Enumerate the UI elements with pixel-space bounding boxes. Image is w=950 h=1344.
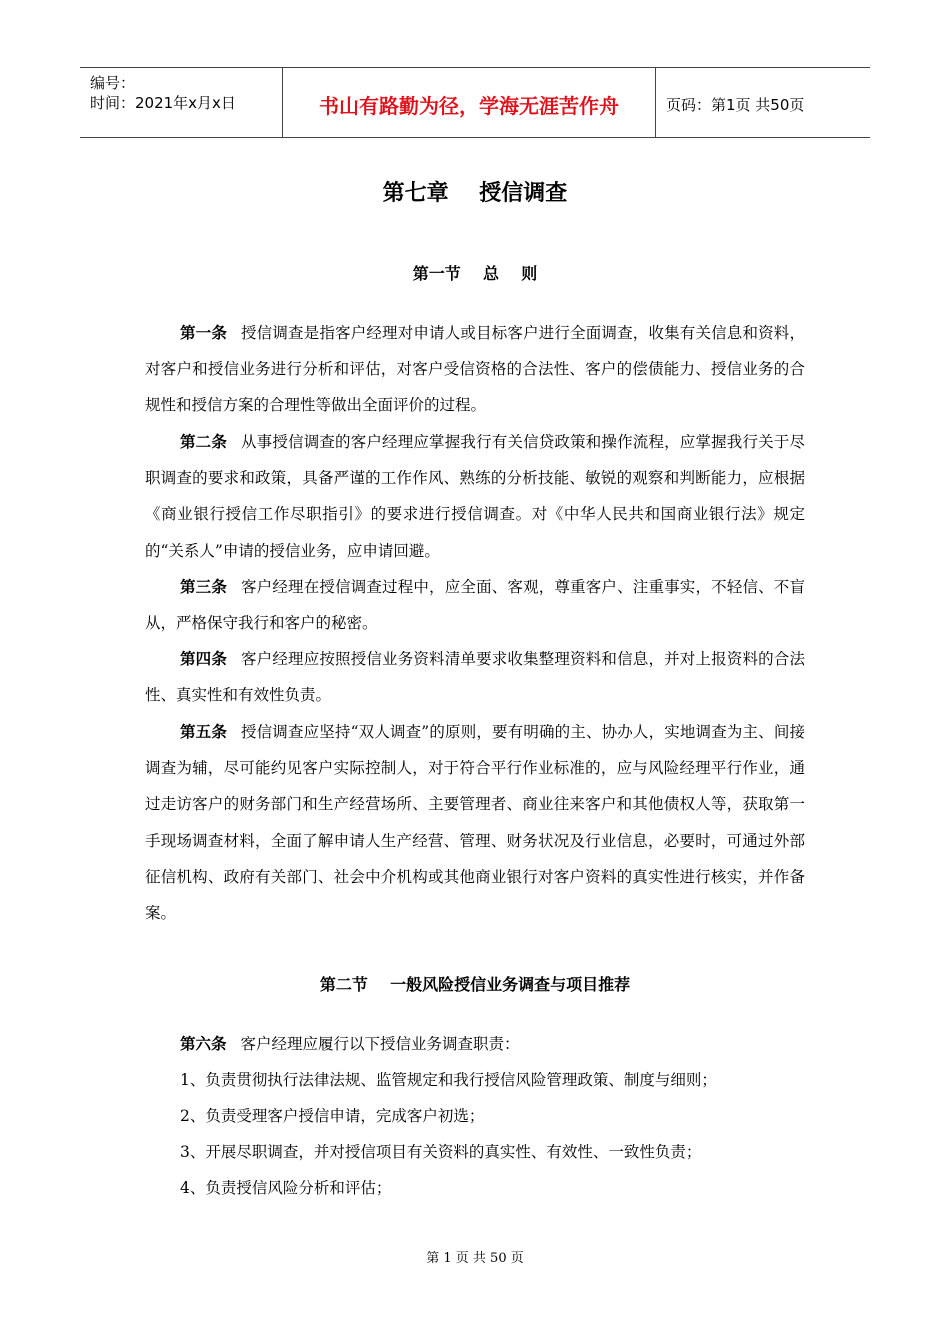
header-page-cell: [656, 68, 870, 137]
article-text: 客户经理应履行以下授信业务调查职责：: [240, 1035, 520, 1053]
section-title-2: 第二节 一般风险授信业务调查与项目推荐: [319, 975, 631, 994]
duty-item-4: 4、负责授信风险分析和评估；: [180, 1179, 392, 1197]
article-label: 第一条: [180, 324, 228, 342]
document-number-label: 编号：: [90, 74, 136, 92]
article-label: 第三条: [180, 578, 228, 596]
article-text: 授信调查是指客户经理对申请人或目标客户进行全面调查，收集有关信息和资料，对客户和授信业务进行分析和评估，对客户受信资格的合法性、客户的偿债能力、授信业务的合规性和授信方案的合理性等做出全面评价的过程。: [145, 324, 805, 415]
duty-item-3: 3、开展尽职调查，并对授信项目有关资料的真实性、有效性、一致性负责；: [180, 1143, 702, 1161]
article-6: [145, 1026, 805, 1062]
chapter-title: 第七章 授信调查: [382, 181, 568, 206]
article-3: [145, 569, 805, 641]
article-text: 客户经理应按照授信业务资料清单要求收集整理资料和信息，并对上报资料的合法性、真实性和有效性负责。: [145, 650, 805, 705]
article-text: 从事授信调查的客户经理应掌握我行有关信贷政策和操作流程，应掌握我行关于尽职调查的要求和政策，具备严谨的工作作风、熟练的分析技能、敏锐的观察和判断能力，应根据《商业银行授信工作尽职指引》的要求进行授信调查。对《中华人民共和国商业银行法》规定的“关系人”申请的授信业务，应申请回避。: [145, 433, 805, 560]
header-motto: 书山有路勤为径，学海无涯苦作舟: [319, 94, 619, 118]
article-2: [145, 424, 805, 569]
section-title-1: 第一节 总 则: [412, 264, 538, 283]
article-4: [145, 641, 805, 713]
duty-item-1: 1、负责贯彻执行法律法规、监管规定和我行授信风险管理政策、制度与细则；: [180, 1071, 717, 1089]
document-time-label: 时间：2021年x月x日: [90, 94, 236, 112]
article-label: 第二条: [180, 433, 228, 451]
header-meta-cell: [80, 68, 283, 137]
article-1: [145, 315, 805, 424]
page-footer: 第 1 页 共 50 页: [426, 1251, 524, 1266]
article-text: 客户经理在授信调查过程中，应全面、客观，尊重客户、注重事实，不轻信、不盲从，严格保守我行和客户的秘密。: [145, 578, 805, 633]
article-label: 第六条: [180, 1035, 227, 1053]
document-header-table: [80, 67, 870, 138]
article-label: 第五条: [180, 723, 227, 741]
header-motto-cell: [283, 68, 656, 137]
article-5: [145, 714, 805, 931]
duty-item-2: 2、负责受理客户授信申请，完成客户初选；: [180, 1107, 485, 1125]
header-page-code: 页码：第1页 共50页: [666, 96, 805, 114]
article-text: 授信调查应坚持“双人调查”的原则，要有明确的主、协办人，实地调查为主、间接调查为辅，尽可能约见客户实际控制人，对于符合平行作业标准的，应与风险经理平行作业，通过走访客户的财务部门和生产经营场所、主要管理者、商业往来客户和其他债权人等，获取第一手现场调查材料，全面了解申请人生产经营、管理、财务状况及行业信息，必要时，可通过外部征信机构、政府有关部门、社会中介机构或其他商业银行对客户资料的真实性进行核实，并作备案。: [145, 723, 805, 923]
article-label: 第四条: [180, 650, 228, 668]
